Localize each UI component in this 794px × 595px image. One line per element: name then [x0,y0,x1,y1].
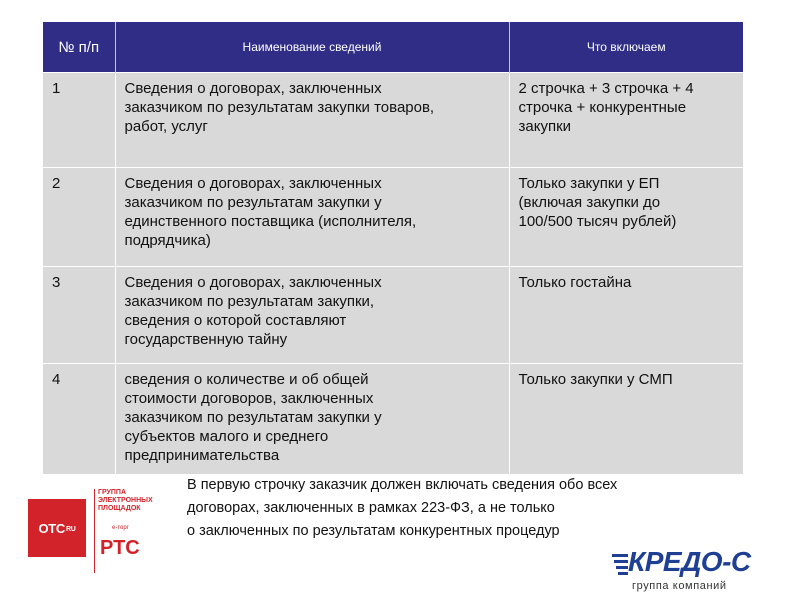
row-number: 4 [43,364,115,475]
note-line: договорах, заключенных в рамках 223-ФЗ, а не только [187,500,555,516]
cell-line: строчка + конкурентные [518,99,687,116]
row-number: 3 [43,267,115,364]
cell-line: стоимости договоров, заключенных [124,390,374,407]
cell-line: работ, услуг [124,118,208,135]
header-include: Что включаем [509,22,743,73]
cell-line: государственную тайну [124,331,288,348]
cell-line: Сведения о договорах, заключенных [124,274,382,291]
table-row [43,168,743,267]
cell-line: Только закупки у СМП [518,371,673,388]
cell-line: закупки [518,118,572,135]
kredo-subtitle: группа компаний [632,580,727,592]
cell-line: Сведения о договорах, заключенных [124,175,382,192]
row-name [115,364,509,475]
cell-line: заказчиком по результатам закупки у [124,194,382,211]
kredo-logo [612,548,794,595]
cell-line: субъектов малого и среднего [124,428,329,445]
rts-logo: РТС [100,537,140,559]
note-line: В первую строчку заказчик должен включать сведения обо всех [187,477,618,493]
otc-logo-text: ОТС [38,520,66,536]
logo-divider [94,489,95,573]
cell-line: заказчиком по результатам закупки товаров, [124,99,435,116]
cell-line: единственного поставщика (исполнителя, [124,213,417,230]
cell-line: Сведения о договорах, заключенных [124,80,382,97]
cell-line: 100/500 тысяч рублей) [518,213,677,230]
note-line: о заключенных по результатам конкурентных процедур [187,523,560,539]
otc-logo [28,499,86,557]
header-name: Наименование сведений [115,22,509,73]
etp-small-label: e-торг [112,525,129,531]
group-caption-line: ПЛОЩАДОК [98,505,141,512]
group-caption-line: ГРУППА [98,489,127,496]
footnote-text [187,474,747,543]
group-caption [98,489,162,513]
cell-line: предпринимательства [124,447,280,464]
cell-line: сведения о количестве и об общей [124,371,369,388]
row-number: 1 [43,73,115,168]
row-name [115,168,509,267]
cell-line: 2 строчка + 3 строчка + 4 [518,80,694,97]
etp-group-logo [18,485,158,580]
table-row [43,364,743,475]
row-include [509,364,743,475]
row-name [115,73,509,168]
row-number: 2 [43,168,115,267]
header-number: № п/п [43,22,115,73]
cell-line: (включая закупки до [518,194,661,211]
kredo-wordmark: КРЕДО-С [628,546,751,577]
cell-line: подрядчика) [124,232,211,249]
table-row [43,73,743,168]
cell-line: Только гостайна [518,274,632,291]
information-table [43,22,743,474]
cell-line: заказчиком по результатам закупки у [124,409,382,426]
otc-logo-suffix: RU [66,526,76,533]
table-row [43,267,743,364]
table-header-row [43,22,743,73]
row-name [115,267,509,364]
cell-line: сведения о которой составляют [124,312,347,329]
cell-line: заказчиком по результатам закупки, [124,293,375,310]
row-include [509,73,743,168]
row-include [509,267,743,364]
group-caption-line: ЭЛЕКТРОННЫХ [98,497,153,504]
cell-line: Только закупки у ЕП [518,175,660,192]
row-include [509,168,743,267]
